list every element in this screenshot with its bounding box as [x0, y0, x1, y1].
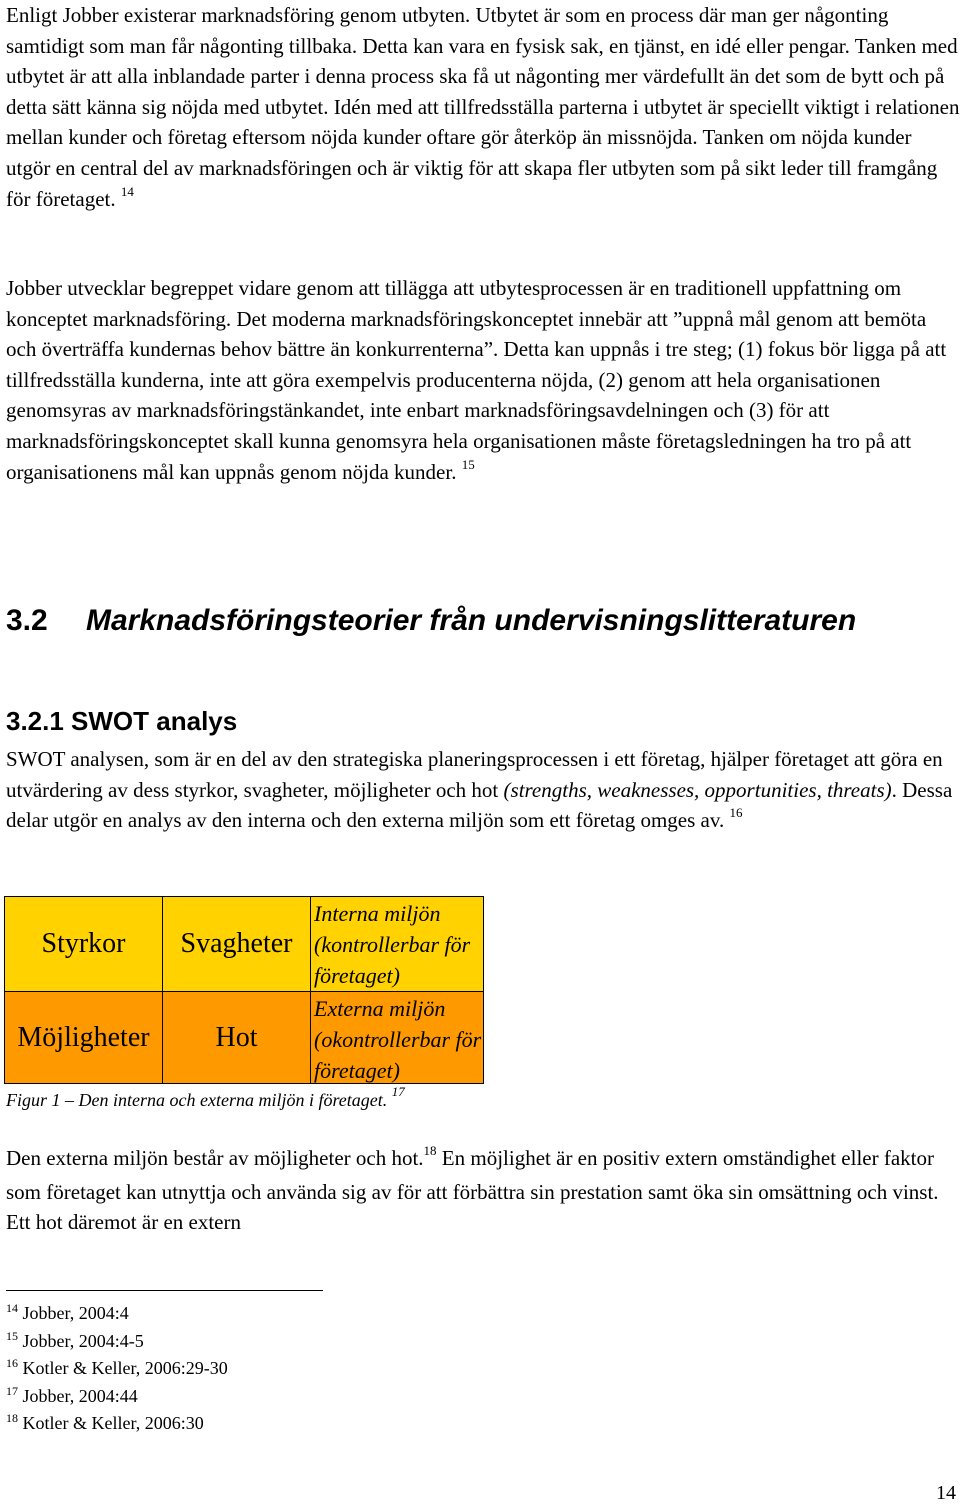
paragraph-text: Enligt Jobber existerar marknadsföring genom utbyten. Utbytet är som en process där man ger någonting samtidigt som man får någonting tillbaka. Detta kan vara en fysisk sak, en tjänst, en idé eller pengar. Tanken med utbytet är att alla inblandade parter i denna process ska få ut någonting mer värdefullt än det som de bytt och på detta sätt känna sig nöjda med utbytet. Idén med att tillfredsställa parterna i utbytet är speciellt viktigt i relationen mellan kunder och företag eftersom nöjda kunder oftare gör återköp än missnöjda. Tanken om nöjda kunder utgör en central del av marknadsföringen och är viktig för att skapa fler utbyten som på sikt leder till framgång för företaget.	[6, 3, 960, 211]
footnotes-list	[6, 1301, 228, 1439]
subsection-heading: 3.2.1 SWOT analys	[6, 706, 238, 736]
swot-threats-cell: Hot	[163, 992, 311, 1083]
swot-opportunities-cell: Möjligheter	[5, 992, 163, 1083]
footnote-ref[interactable]: 16	[729, 805, 743, 821]
footnote-separator	[6, 1290, 323, 1291]
footnote-number: 17	[6, 1383, 18, 1398]
paragraph-text: En möjlighet är en positiv extern omständighet eller faktor som företaget kan utnyttja och använda sig av för att förbättra sin prestation samt öka sin omsättning och vinst. Ett hot däremot är en extern	[6, 1146, 939, 1235]
footnote-text: Kotler & Keller, 2006:29-30	[22, 1358, 228, 1378]
caption-text: Figur 1 – Den interna och externa miljön i företaget.	[6, 1090, 388, 1110]
footnote-number: 16	[6, 1356, 18, 1370]
footnote-ref[interactable]: 14	[120, 183, 134, 199]
paragraph-text: . Dessa delar utgör en analys av den interna och den externa miljön som ett företag omges av.	[6, 777, 953, 833]
paragraph-exchange	[6, 0, 960, 217]
paragraph-text: Den externa miljön består av möjligheter och hot.	[6, 1146, 424, 1170]
footnote-text: Jobber, 2004:4	[22, 1303, 129, 1323]
page-number: 14	[936, 1482, 956, 1504]
figure-caption	[6, 1085, 405, 1117]
footnote-text: Jobber, 2004:44	[22, 1385, 138, 1406]
swot-weaknesses-cell: Svagheter	[163, 897, 311, 992]
footnote-number: 15	[6, 1328, 18, 1343]
paragraph-external-environment	[6, 1143, 960, 1238]
swot-internal-label: Interna miljön (kontrollerbar för företaget)	[311, 897, 483, 992]
paragraph-text: SWOT analysen, som är en del av den strategiska planeringsprocessen i ett företag, hjälper företaget att göra en utvärdering av dess styrkor, svagheter, möjligheter och hot	[6, 747, 943, 802]
paragraph-marketing-concept	[6, 273, 960, 490]
footnote-number: 18	[6, 1411, 18, 1425]
footnote-ref[interactable]: 15	[461, 456, 475, 472]
swot-figure	[4, 896, 484, 1084]
footnote	[6, 1329, 228, 1357]
footnote-text: Jobber, 2004:4-5	[22, 1330, 144, 1351]
footnote-number: 14	[6, 1301, 18, 1315]
section-title: Marknadsföringsteorier från undervisningslitteraturen	[86, 604, 857, 637]
section-heading	[6, 598, 856, 644]
footnote-ref[interactable]: 17	[391, 1084, 405, 1099]
swot-external-label: Externa miljön (okontrollerbar för företaget)	[311, 992, 483, 1083]
footnote	[6, 1356, 228, 1384]
paragraph-text: Jobber utvecklar begreppet vidare genom att tillägga att utbytesprocessen är en traditionell uppfattning om konceptet marknadsföring. Det moderna marknadsföringskonceptet innebär att ”uppnå mål genom att bemöta och överträffa kundernas behov bättre än konkurrenterna”. Detta kan uppnås i tre steg; (1) fokus bör ligga på att tillfredsställa kunderna, inte att göra exempelvis producenterna nöjda, (2) genom att hela organisationen genomsyras av marknadsföringstänkandet, inte enbart marknadsföringsavdelningen och (3) för att marknadsföringskonceptet skall kunna genomsyra hela organisationen måste företagsledningen ha tro på att organisationens mål kan uppnås genom nöjda kunder.	[6, 276, 947, 484]
footnote	[6, 1411, 228, 1439]
footnote-ref[interactable]: 18	[423, 1143, 437, 1158]
footnote-text: Kotler & Keller, 2006:30	[22, 1413, 204, 1433]
footnote	[6, 1384, 228, 1412]
footnote	[6, 1301, 228, 1329]
paragraph-swot	[6, 744, 960, 839]
swot-strengths-cell: Styrkor	[5, 897, 163, 992]
section-number: 3.2	[6, 604, 48, 637]
paragraph-italic-text: (strengths, weaknesses, opportunities, threats)	[503, 777, 892, 802]
